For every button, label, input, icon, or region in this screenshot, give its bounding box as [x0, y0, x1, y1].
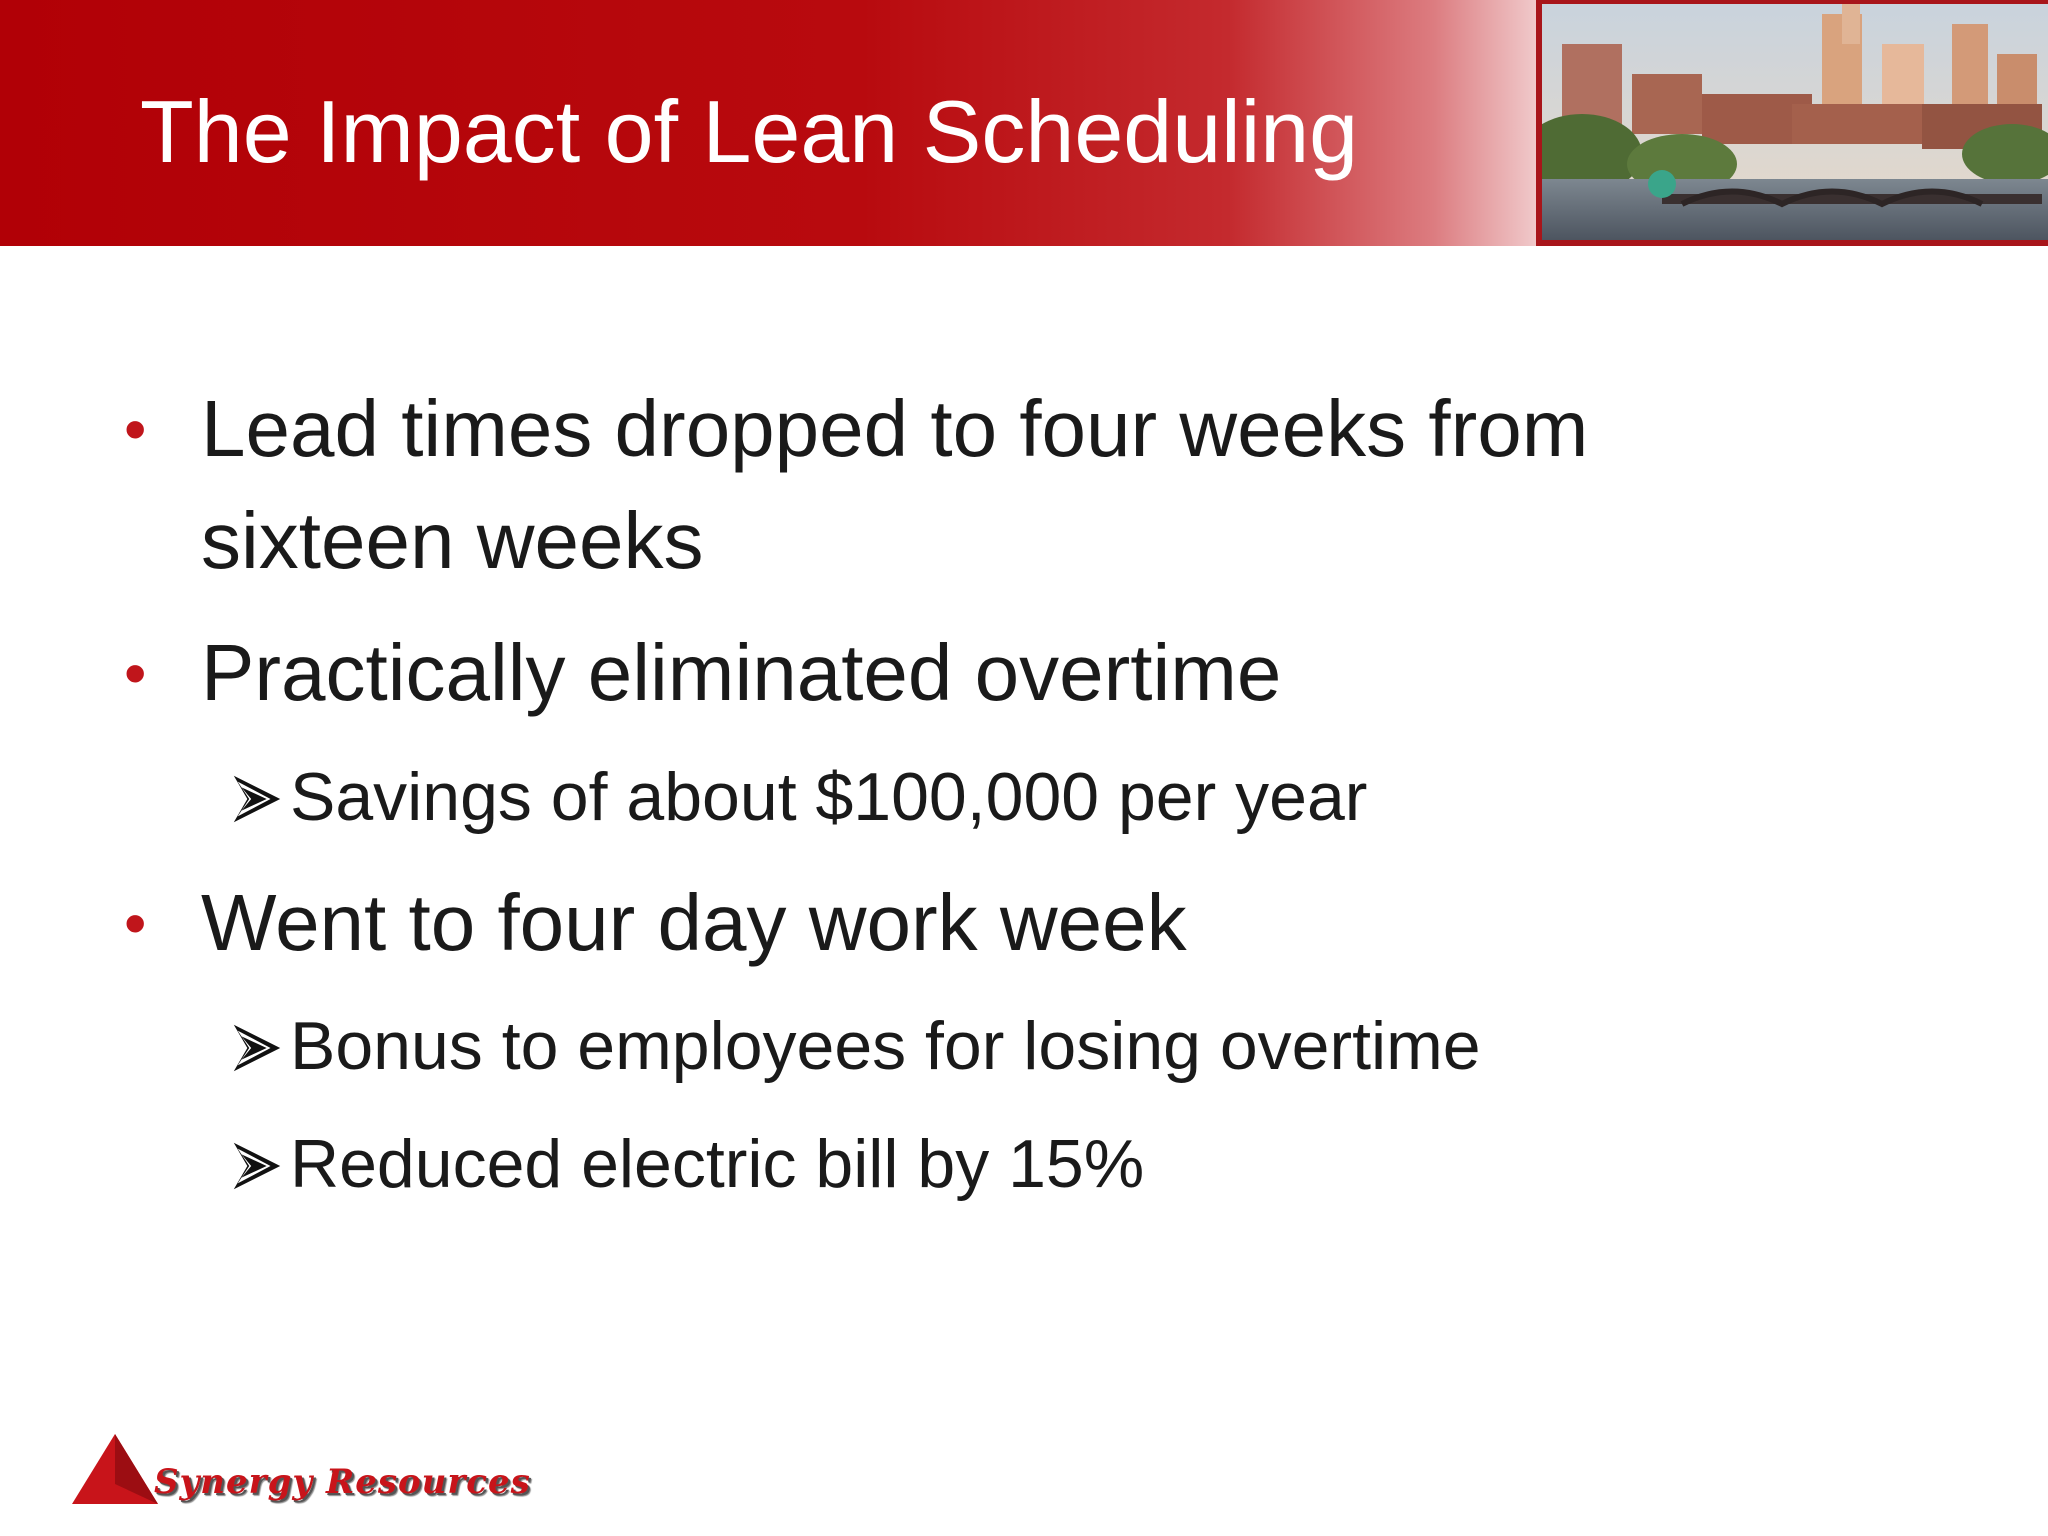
- slide-title: The Impact of Lean Scheduling: [140, 82, 1359, 181]
- red-triangle-icon: [70, 1432, 160, 1506]
- bullet-text: Lead times dropped to four weeks from sixteen weeks: [201, 384, 1589, 585]
- logo-text: Synergy Resources: [154, 1462, 531, 1502]
- sub-bullet-item: [228, 749, 1367, 845]
- bullet-dot-icon: •: [124, 887, 147, 959]
- sub-bullet-item: [228, 1116, 1144, 1212]
- bullet-text: Practically eliminated overtime: [201, 628, 1282, 717]
- bullet-dot-icon: •: [124, 393, 147, 465]
- sub-bullet-text: Reduced electric bill by 15%: [290, 1126, 1145, 1202]
- arrow-bullet-icon: [228, 776, 290, 828]
- company-logo: [70, 1432, 550, 1512]
- arrow-bullet-icon: [228, 1143, 290, 1195]
- sub-bullet-item: [228, 998, 1481, 1094]
- bullet-text: Went to four day work week: [201, 878, 1187, 967]
- sub-bullet-text: Bonus to employees for losing overtime: [290, 1008, 1481, 1084]
- arrow-bullet-icon: [228, 1025, 290, 1077]
- bullet-dot-icon: •: [124, 637, 147, 709]
- sub-bullet-text: Savings of about $100,000 per year: [290, 759, 1368, 835]
